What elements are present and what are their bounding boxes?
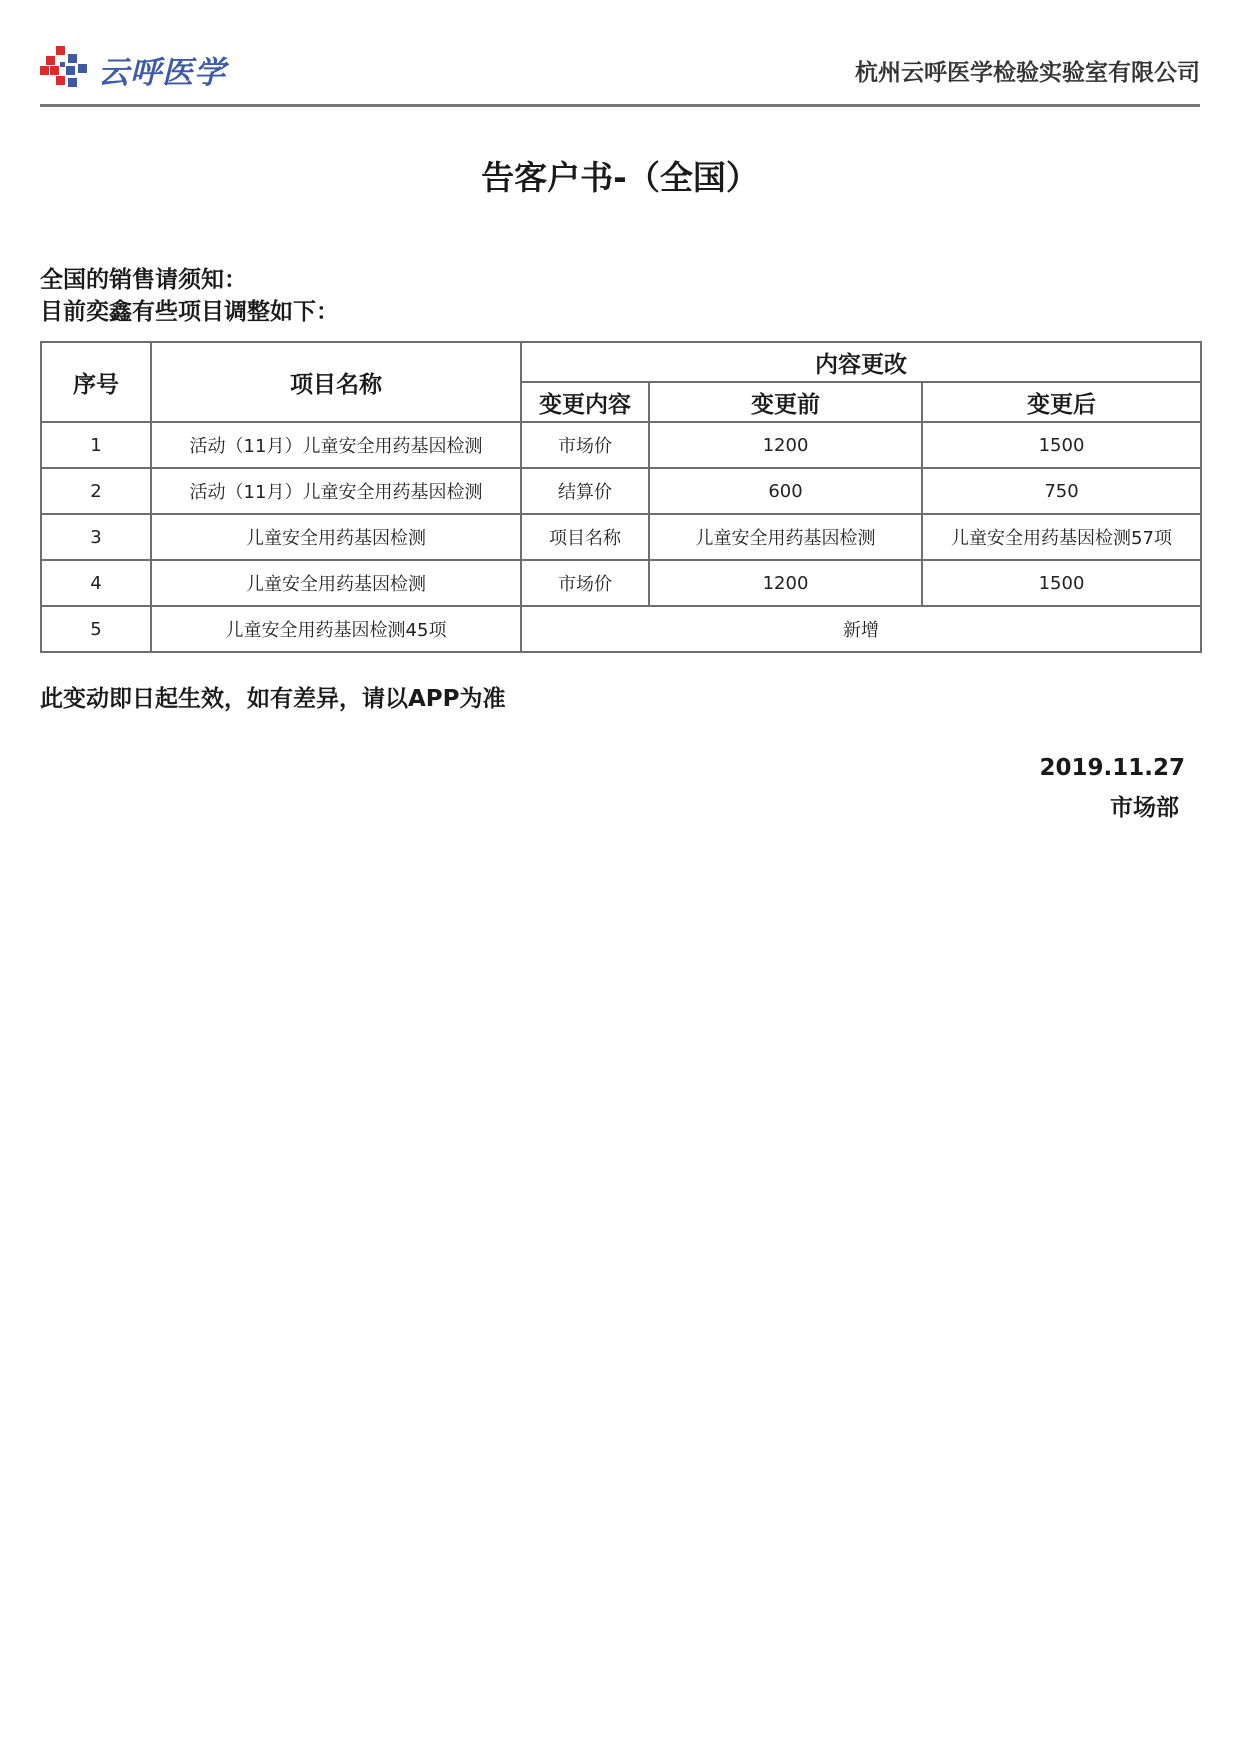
header-after: 变更后 [922, 382, 1201, 422]
change-table [40, 341, 1202, 653]
logo-text: 云呼医学 [98, 54, 226, 91]
intro-line-1: 全国的销售请须知： [40, 267, 247, 293]
header-change-group: 内容更改 [521, 342, 1201, 382]
document-title: 告客户书-（全国） [481, 158, 759, 197]
cell-after: 1500 [922, 560, 1201, 606]
table-row [41, 422, 1201, 468]
cell-change-content: 项目名称 [521, 514, 649, 560]
company-name: 杭州云呼医学检验实验室有限公司 [855, 60, 1200, 86]
intro-line-2: 目前奕鑫有些项目调整如下： [40, 299, 339, 325]
letterhead [40, 40, 1200, 107]
header-seq: 序号 [41, 342, 151, 422]
header-change-content: 变更内容 [521, 382, 649, 422]
header-item-name: 项目名称 [151, 342, 521, 422]
cell-seq: 1 [41, 422, 151, 468]
cell-item-name: 儿童安全用药基因检测 [151, 560, 521, 606]
cell-seq: 5 [41, 606, 151, 652]
issue-date: 2019.11.27 [1039, 755, 1185, 781]
department: 市场部 [1110, 795, 1179, 821]
table-row [41, 514, 1201, 560]
cell-item-name: 儿童安全用药基因检测 [151, 514, 521, 560]
table-row [41, 468, 1201, 514]
cell-merged-new: 新增 [521, 606, 1201, 652]
cell-change-content: 结算价 [521, 468, 649, 514]
intro-text [40, 264, 339, 328]
header-before: 变更前 [649, 382, 922, 422]
cell-seq: 2 [41, 468, 151, 514]
cell-after: 1500 [922, 422, 1201, 468]
cell-before: 600 [649, 468, 922, 514]
cell-item-name: 活动（11月）儿童安全用药基因检测 [151, 422, 521, 468]
cell-seq: 3 [41, 514, 151, 560]
effective-note: 此变动即日起生效，如有差异，请以APP为准 [40, 686, 506, 712]
cell-before: 1200 [649, 560, 922, 606]
table-row [41, 560, 1201, 606]
table-row [41, 606, 1201, 652]
medical-cross-logo-icon [40, 46, 90, 92]
company-logo [40, 46, 226, 92]
cell-change-content: 市场价 [521, 422, 649, 468]
cell-item-name: 儿童安全用药基因检测45项 [151, 606, 521, 652]
cell-after: 儿童安全用药基因检测57项 [922, 514, 1201, 560]
cell-change-content: 市场价 [521, 560, 649, 606]
cell-before: 儿童安全用药基因检测 [649, 514, 922, 560]
cell-before: 1200 [649, 422, 922, 468]
cell-item-name: 活动（11月）儿童安全用药基因检测 [151, 468, 521, 514]
cell-seq: 4 [41, 560, 151, 606]
cell-after: 750 [922, 468, 1201, 514]
